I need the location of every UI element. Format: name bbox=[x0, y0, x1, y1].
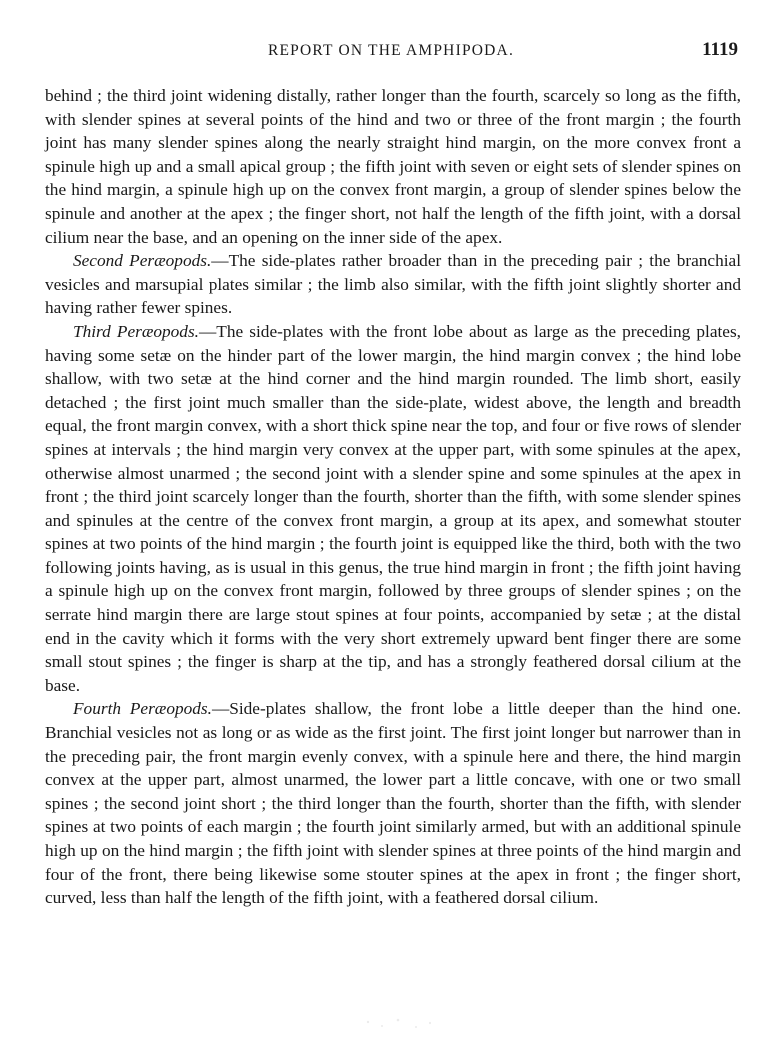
running-header bbox=[44, 39, 738, 66]
paragraph-fourth-peraeopods bbox=[45, 697, 741, 909]
page-number: 1119 bbox=[702, 39, 738, 60]
paragraph-text: —The side-plates with the front lobe about as large as the preceding plates, having some setæ on the hinder part of the lower margin, the hind margin convex ; the hind lobe shallow, with two setæ at the hind corner and the hind margin rounded. The limb short, easily detached ; the first joint much smaller than the side-plate, widest above, the length and breadth equal, the front margin convex, with a short thick spine near the top, and four or five rows of slender spines at intervals ; the hind margin very convex at the upper part, with some spinules at the apex, otherwise almost unarmed ; the second joint with a slender spine and some spinules at the apex in front ; the third joint scarcely longer than the fourth, shorter than the fifth, with some slender spines and spinules at the centre of the convex front margin, a group at its apex, and somewhat stouter spines at two points of the hind margin ; the fourth joint is equipped like the third, both with the two following joints having, as is usual in this genus, the true hind margin in front ; the fifth joint having a spinule high up on the convex front margin, followed by three groups of slender spines ; on the serrate hind margin there are large stout spines at four points, accompanied by setæ ; at the distal end in the cavity which it forms with the very short extremely upward bent finger there are some small stout spines ; the finger is sharp at the tip, and has a strongly feathered dorsal cilium at the base. bbox=[45, 321, 742, 695]
section-heading: Third Peræopods. bbox=[73, 321, 199, 341]
body-text bbox=[45, 84, 741, 910]
section-heading: Fourth Peræopods. bbox=[73, 699, 212, 719]
paragraph-continuation bbox=[45, 84, 741, 249]
section-heading: Second Peræopods. bbox=[73, 251, 212, 271]
running-title: REPORT ON THE AMPHIPODA. bbox=[267, 42, 515, 59]
paragraph-text: behind ; the third joint widening distally, rather longer than the fourth, scarcely so long as the fifth, with slender spines at several points of the hind and two or three of the front margin ; the fourth joint has many slender spines along the nearly straight hind margin, on the more convex front a spinule high up and a small apical group ; the fifth joint with seven or eight sets of slender spines on the hind margin, a spinule high up on the convex front margin, a group of slender spines below the spinule and another at the apex ; the finger short, not half the length of the fifth joint, with a dorsal cilium near the base, and an opening on the inner side of the apex. bbox=[45, 86, 741, 247]
paragraph-second-peraeopods bbox=[45, 249, 741, 320]
paragraph-text: —Side-plates shallow, the front lobe a little deeper than the hind one. Branchial vesicles not as long or as wide as the first joint. The first joint longer but narrower than in the preceding pair, the front margin evenly convex, with a spinule here and there, the hind margin convex at the upper part, almost unarmed, the lower part a little concave, with one or two small spines ; the second joint short ; the third longer than the fourth, shorter than the fifth, with slender spines at two points of each margin ; the fourth joint similarly armed, but with an additional spinule high up on the hind margin ; the fifth joint with slender spines at three points of the hind margin and four of the front, there being likewise some stouter spines at the apex in front ; the finger short, curved, less than half the length of the fifth joint, with a feathered dorsal cilium. bbox=[45, 699, 741, 908]
paragraph-third-peraeopods bbox=[45, 320, 741, 698]
paragraph-text: —The side-plates rather broader than in the preceding pair ; the branchial vesicles and marsupial plates similar ; the limb also similar, with the fifth joint slightly shorter and having rather fewer spines. bbox=[45, 251, 741, 318]
faint-scan-marks bbox=[338, 1012, 458, 1036]
